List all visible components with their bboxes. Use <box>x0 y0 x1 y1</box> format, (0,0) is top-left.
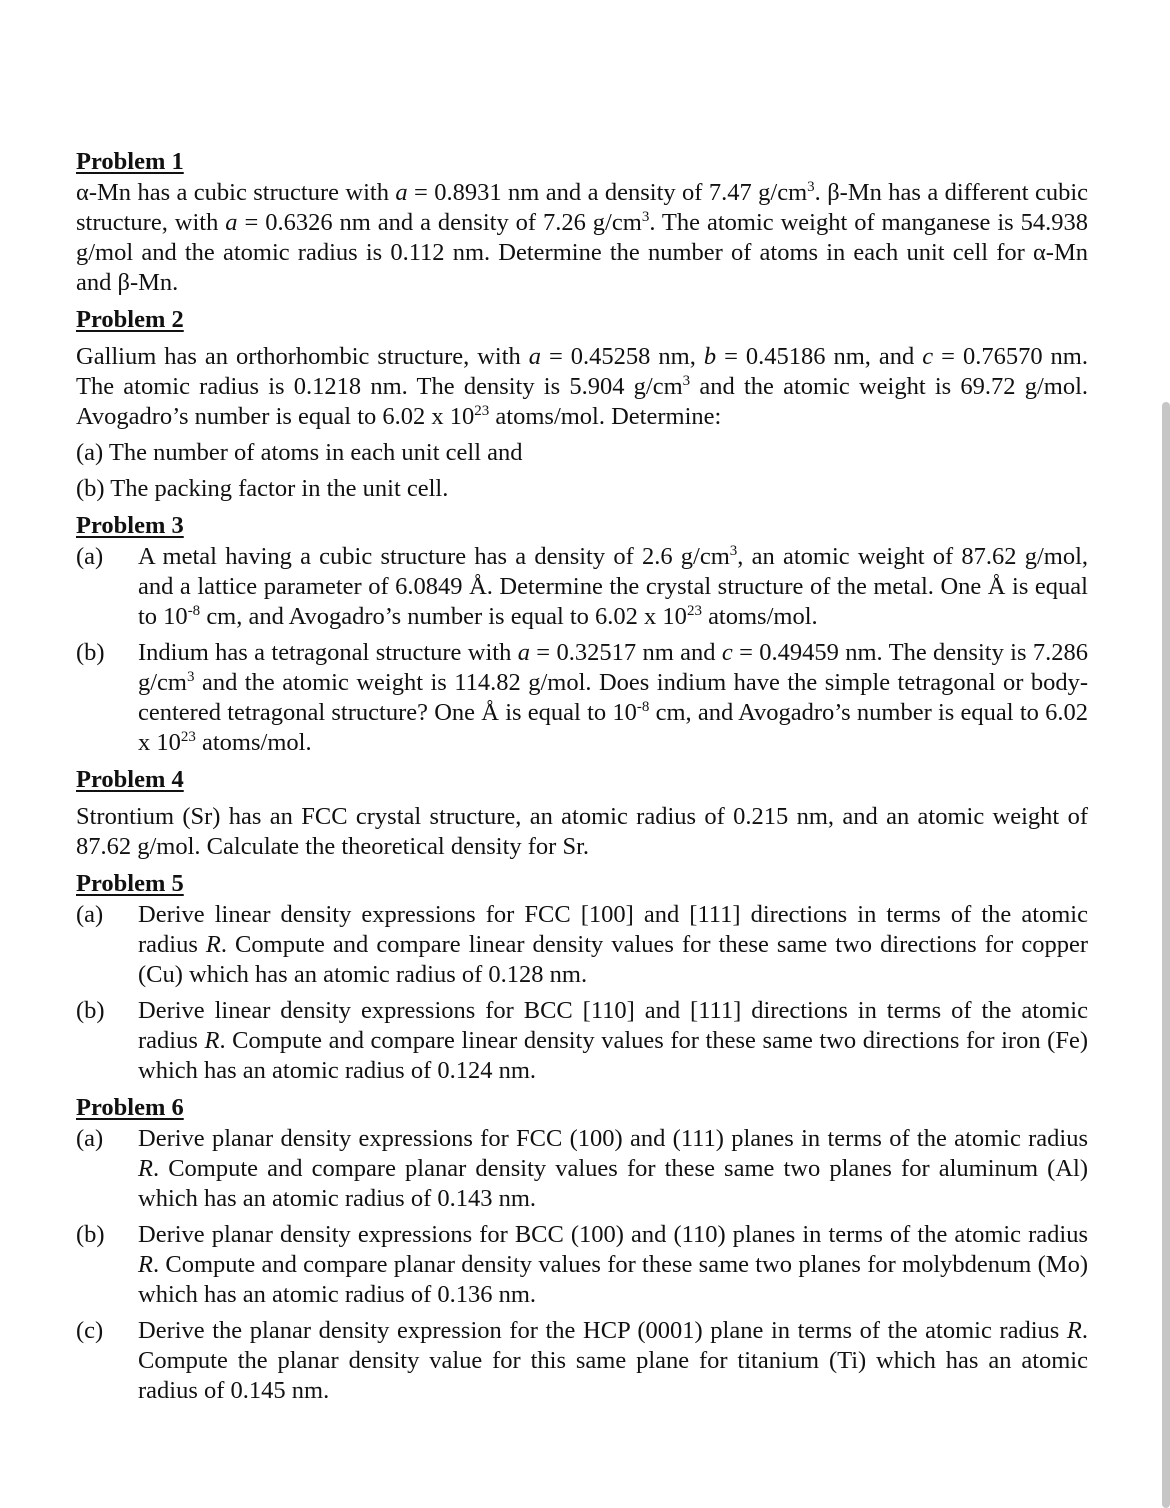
item-label: (b) <box>76 639 105 666</box>
list-item <box>76 996 1088 1086</box>
problem-title: Problem 5 <box>76 870 184 897</box>
list-item <box>76 638 1088 758</box>
item-text: A metal having a cubic structure has a density of 2.6 $g/cm^3$, an atomic weight of 87.62 g/mol, and a lattice parameter of 6.0849 Å. Determine the crystal structure of the metal. One Å is equal to $10^{-8}$ cm, and Avogadro’s number is equal to 6.02 x $10^{23}$ atoms/mol. <box>138 543 1088 630</box>
problem-statement: Gallium has an orthorhombic structure, with a = 0.45258 nm, b = 0.45186 nm, and c = 0.76570 nm. The atomic radius is 0.1218 nm. The density is 5.904 $g/cm^3$ and the atomic weight is 69.72 g/mol. Avogadro’s number is equal to 6.02 x $10^{23}$ atoms/mol. Determine: <box>76 343 1088 430</box>
item-text: Indium has a tetragonal structure with a = 0.32517 nm and c = 0.49459 nm. The density is 7.286 $g/cm^3$ and the atomic weight is 114.82 g/mol. Does indium have the simple tetragonal or body-centered tetragonal structure? One Å is equal to $10^{-8}$ cm, and Avogadro’s number is equal to 6.02 x $10^{23}$ atoms/mol. <box>138 639 1089 756</box>
problem-title: Problem 4 <box>76 766 184 793</box>
item-text: Derive linear density expressions for FCC [100] and [111] directions in terms of the atomic radius R. Compute and compare linear density values for these same two directions for copper (Cu) which has an atomic radius of 0.128 nm. <box>138 901 1089 988</box>
list-item: (b) The packing factor in the unit cell. <box>76 475 449 502</box>
list-item <box>76 1124 1088 1214</box>
item-text: Derive planar density expressions for FCC (100) and (111) planes in terms of the atomic radius R. Compute and compare planar density values for these same two planes for aluminum (Al) which has an atomic radius of 0.143 nm. <box>138 1125 1088 1212</box>
item-label: (b) <box>76 1221 105 1248</box>
problem-6 <box>76 1092 1088 1406</box>
list-item <box>76 1220 1088 1310</box>
list-item <box>76 1316 1088 1406</box>
list-item <box>76 542 1088 632</box>
item-label: (c) <box>76 1317 104 1344</box>
problem-title: Problem 2 <box>76 306 184 333</box>
item-label: (b) <box>76 997 105 1024</box>
item-text: Derive linear density expressions for BCC [110] and [111] directions in terms of the atomic radius R. Compute and compare linear density values for these same two directions for iron (Fe) which has an atomic radius of 0.124 nm. <box>138 997 1088 1084</box>
list-item: (a) The number of atoms in each unit cell and <box>76 439 523 466</box>
problem-4 <box>76 764 1088 862</box>
item-label: (a) <box>76 543 104 570</box>
item-label: (a) <box>76 1125 104 1152</box>
list-item <box>76 900 1088 990</box>
scrollbar[interactable] <box>1162 402 1170 1508</box>
problem-1 <box>76 146 1088 298</box>
problem-statement: α-Mn has a cubic structure with a = 0.8931 nm and a density of 7.47 $g/cm^3$. β-Mn has a different cubic structure, with a = 0.6326 nm and a density of 7.26 $g/cm^3$. The atomic weight of manganese is 54.938 g/mol and the atomic radius is 0.112 nm. Determine the number of atoms in each unit cell for α-Mn and β-Mn. <box>76 179 1088 296</box>
item-text: Derive the planar density expression for the HCP (0001) plane in terms of the atomic radius R. Compute the planar density value for this same plane for titanium (Ti) which has an atomic radius of 0.145 nm. <box>138 1317 1088 1404</box>
problem-title: Problem 3 <box>76 512 184 539</box>
item-text: Derive planar density expressions for BCC (100) and (110) planes in terms of the atomic radius R. Compute and compare planar density values for these same two planes for molybdenum (Mo) which has an atomic radius of 0.136 nm. <box>138 1221 1088 1308</box>
problem-5 <box>76 868 1088 1086</box>
document-page <box>76 146 1088 1406</box>
problem-statement: Strontium (Sr) has an FCC crystal structure, an atomic radius of 0.215 nm, and an atomic weight of 87.62 g/mol. Calculate the theoretical density for Sr. <box>76 803 1088 860</box>
problem-title: Problem 6 <box>76 1094 184 1121</box>
problem-title: Problem 1 <box>76 148 184 175</box>
problem-2 <box>76 304 1088 504</box>
problem-3 <box>76 510 1088 758</box>
item-label: (a) <box>76 901 104 928</box>
